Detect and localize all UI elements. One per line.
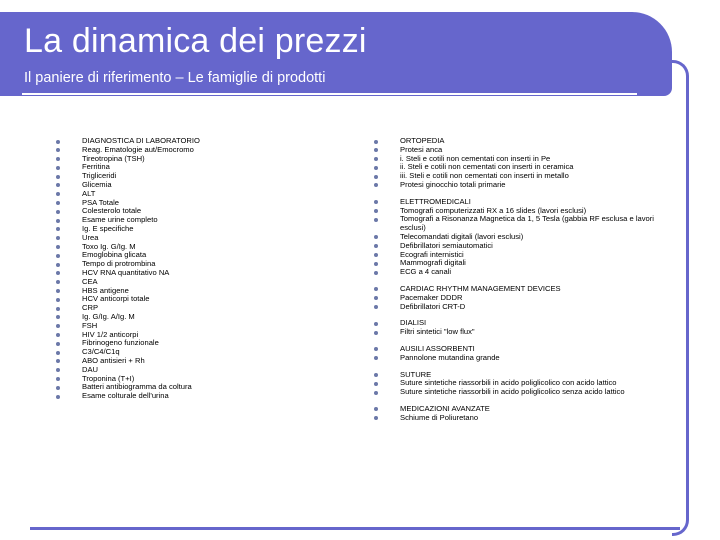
bullet-icon: [56, 395, 60, 399]
bullet-icon: [56, 245, 60, 249]
list-item-label: DAU: [82, 364, 99, 374]
bullet-icon: [374, 175, 378, 179]
list-item: [374, 181, 664, 190]
bullet-icon: [56, 386, 60, 390]
list-item-label: SUTURE: [400, 369, 432, 379]
list-item-label: Urea: [82, 232, 99, 242]
bullet-icon: [56, 315, 60, 319]
bullet-icon: [56, 219, 60, 223]
list-item-label: Glicemia: [82, 179, 112, 189]
list-item-label: Tomografi computerizzati RX a 16 slides (lavori esclusi): [400, 205, 587, 215]
list-item-label: Tempo di protrombina: [82, 259, 156, 269]
list-item-label: Schiume di Poliuretano: [400, 412, 479, 422]
page-title: La dinamica dei prezzi: [24, 22, 367, 60]
list-item-label: Fibrinogeno funzionale: [82, 338, 159, 348]
slide-border-bottom: [30, 527, 680, 530]
bullet-icon: [374, 391, 378, 395]
bullet-icon: [374, 296, 378, 300]
bullet-icon: [374, 373, 378, 377]
list-item-label: CEA: [82, 276, 98, 286]
bullet-icon: [56, 351, 60, 355]
list-item: [374, 215, 664, 233]
bullet-icon: [374, 356, 378, 360]
list-item-label: ALT: [82, 188, 96, 198]
bullet-icon: [374, 253, 378, 257]
bullet-icon: [374, 200, 378, 204]
list-item-label: Ig. E specifiche: [82, 223, 134, 233]
bullet-icon: [56, 148, 60, 152]
list-item-label: ELETTROMEDICALI: [400, 196, 471, 206]
bullet-icon: [56, 236, 60, 240]
bullet-icon: [374, 305, 378, 309]
list-item-label: Suture sintetiche riassorbili in acido poliglicolico senza acido lattico: [400, 387, 625, 397]
bullet-icon: [374, 382, 378, 386]
bullet-icon: [56, 359, 60, 363]
left-product-list: [56, 137, 306, 401]
bullet-icon: [56, 166, 60, 170]
list-item-label: Suture sintetiche riassorbili in acido poliglicolico con acido lattico: [400, 378, 617, 388]
list-item-label: Ig. G/Ig. A/Ig. M: [82, 311, 135, 321]
list-item-label: Filtri sintetici "low flux": [400, 327, 475, 337]
list-item: [374, 414, 664, 423]
bullet-icon: [56, 289, 60, 293]
list-item-label: PSA Totale: [82, 197, 120, 207]
list-item: [56, 392, 306, 401]
list-item-label: MEDICAZIONI AVANZATE: [400, 403, 490, 413]
list-item-label: Batteri antibiogramma da coltura: [82, 382, 192, 392]
bullet-icon: [56, 192, 60, 196]
bullet-icon: [56, 342, 60, 346]
bullet-icon: [374, 140, 378, 144]
list-item-label: CRP: [82, 303, 99, 313]
list-item-label: C3/C4/C1q: [82, 347, 120, 357]
bullet-icon: [56, 333, 60, 337]
bullet-icon: [56, 280, 60, 284]
bullet-icon: [56, 368, 60, 372]
list-item-label: AUSILI ASSORBENTI: [400, 343, 475, 353]
list-item-label: DIALISI: [400, 318, 427, 328]
bullet-icon: [374, 416, 378, 420]
list-item-label: HCV anticorpi totale: [82, 294, 150, 304]
bullet-icon: [374, 218, 378, 222]
list-item-label: Esame urine completo: [82, 215, 158, 225]
list-item: [374, 388, 664, 397]
list-item-label: CARDIAC RHYTHM MANAGEMENT DEVICES: [400, 283, 561, 293]
bullet-icon: [56, 263, 60, 267]
list-item-label: Pacemaker DDDR: [400, 292, 463, 302]
list-item-label: Mammografi digitali: [400, 258, 466, 268]
list-item-label: i. Steli e cotili non cementati con inserti in Pe: [400, 153, 551, 163]
list-item-label: Toxo Ig. G/Ig. M: [82, 241, 136, 251]
list-item-label: iii. Steli e cotili non cementati con inserti in metallo: [400, 171, 569, 181]
list-item-label: ABO antisieri + Rh: [82, 355, 145, 365]
list-item-label: DIAGNOSTICA DI LABORATORIO: [82, 136, 200, 145]
bullet-icon: [56, 324, 60, 328]
list-item-label: Ecografi internistici: [400, 249, 464, 259]
bullet-icon: [374, 235, 378, 239]
list-item-label: Trigliceridi: [82, 171, 117, 181]
list-item: [374, 268, 664, 277]
list-item-label: Reag. Ematologie aut/Emocromo: [82, 144, 194, 154]
list-item-label: Tomografi a Risonanza Magnetica da 1, 5 Tesla (gabbia RF esclusa e lavori esclusi): [400, 214, 654, 233]
bullet-icon: [56, 254, 60, 258]
list-item: [374, 328, 664, 337]
bullet-icon: [56, 307, 60, 311]
bullet-icon: [374, 262, 378, 266]
bullet-icon: [374, 271, 378, 275]
list-item-label: HIV 1/2 anticorpi: [82, 329, 139, 339]
subtitle-underline: [22, 93, 637, 95]
list-item-label: ii. Steli e cotili non cementati con inserti in ceramica: [400, 162, 574, 172]
bullet-icon: [374, 244, 378, 248]
bullet-icon: [56, 227, 60, 231]
list-item-label: Telecomandati digitali (lavori esclusi): [400, 231, 524, 241]
list-item-label: Colesterolo totale: [82, 206, 142, 216]
list-item-label: Protesi ginocchio totali primarie: [400, 179, 506, 189]
bullet-icon: [56, 271, 60, 275]
bullet-icon: [56, 298, 60, 302]
bullet-icon: [56, 377, 60, 381]
list-item: [374, 354, 664, 363]
bullet-icon: [56, 183, 60, 187]
list-item-label: Ferritina: [82, 162, 110, 172]
list-item-label: ORTOPEDIA: [400, 136, 445, 145]
bullet-icon: [56, 157, 60, 161]
list-item-label: Tireotropina (TSH): [82, 153, 145, 163]
bullet-icon: [374, 148, 378, 152]
list-item-label: ECG a 4 canali: [400, 267, 452, 277]
page-subtitle: Il paniere di riferimento – Le famiglie di prodotti: [24, 70, 326, 86]
list-item-label: HCV RNA quantitativo NA: [82, 267, 170, 277]
list-item: [374, 303, 664, 312]
bullet-icon: [374, 209, 378, 213]
bullet-icon: [56, 201, 60, 205]
list-item-label: Troponina (T+I): [82, 373, 135, 383]
bullet-icon: [56, 175, 60, 179]
list-item-label: Pannolone mutandina grande: [400, 352, 500, 362]
list-item-label: Esame colturale dell'urina: [82, 391, 169, 401]
bullet-icon: [374, 287, 378, 291]
bullet-icon: [56, 140, 60, 144]
list-item-label: HBS antigene: [82, 285, 129, 295]
list-item-label: FSH: [82, 320, 98, 330]
slide-border-right: [672, 60, 689, 536]
list-item-label: Defibrillatori CRT-D: [400, 301, 466, 311]
list-item-label: Defibrillatori semiautomatici: [400, 240, 493, 250]
bullet-icon: [56, 210, 60, 214]
bullet-icon: [374, 347, 378, 351]
bullet-icon: [374, 166, 378, 170]
bullet-icon: [374, 407, 378, 411]
bullet-icon: [374, 322, 378, 326]
bullet-icon: [374, 331, 378, 335]
list-item-label: Emoglobina glicata: [82, 250, 147, 260]
list-item-label: Protesi anca: [400, 144, 443, 154]
bullet-icon: [374, 157, 378, 161]
bullet-icon: [374, 183, 378, 187]
right-product-list: [374, 137, 664, 423]
